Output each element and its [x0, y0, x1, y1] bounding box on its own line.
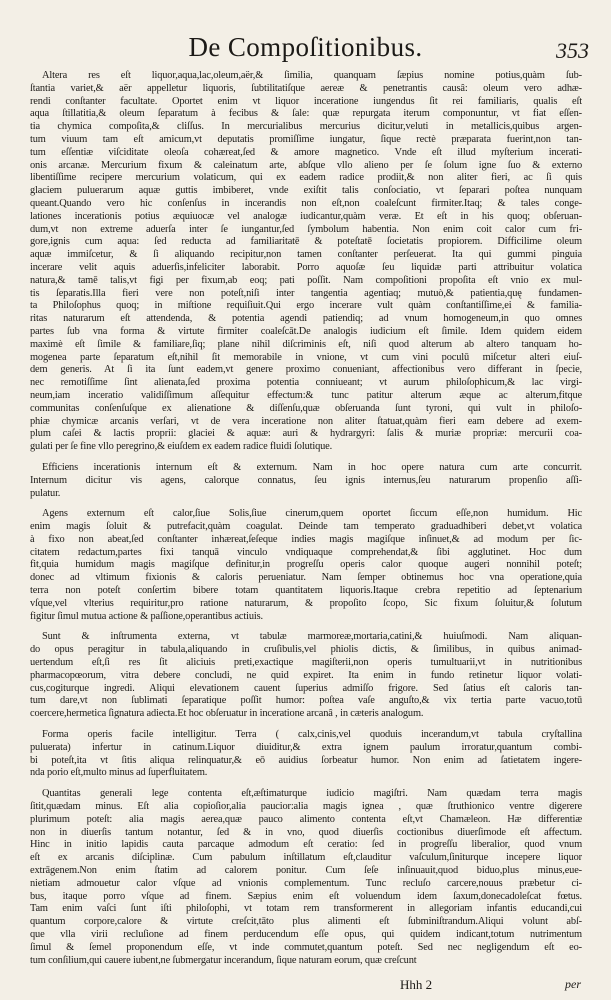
text-line: extrāgenem.Non enim ſtatim ad calorem ponitur. Cum ſeſe inſinuauit,quod biduo,plus minus,eue- [30, 865, 582, 877]
text-line: gulati per ſe fine vllo peregrino,& eiuſdem ex eadem radice fluidi ſolutique. [30, 441, 333, 453]
paragraph [30, 70, 582, 454]
text-line: Efficiens incerationis internum eſt & externum. Nam in hoc opere natura cum arte concurrit. [42, 461, 582, 473]
text-line: fit,quia humidum magis magiſque definitur,in progreſſu operis calor quoque augeri nonnihil poteſt; [30, 559, 582, 571]
text-line: tum eſſentiæ viſciditate oleoſa cohæreat,ſed & amore magnetico. Vnde eſt illud myſterium incerati- [30, 146, 582, 158]
text-line: ritas naturarum eſt attendenda, & potentia agendi patiendiq; ad vnum homogeneum,in quo omnes [30, 313, 582, 325]
text-line: que vlla virii recluſione ad finem perducendum eſſe opus, qui quidem indicant,totum nutrimentum [30, 929, 582, 940]
text-line: figitur ſimul mutua actione & paſſione,operantibus actiuis. [30, 610, 263, 622]
text-line: natura,& tamē talis,vt figi per fixum,ab eoq; pati poſſit. Nam compoſitioni propoſita eſt vnio ex mul- [30, 274, 582, 286]
paragraph-gap [30, 500, 582, 508]
text-line: dum,vt non extreme aduerſa inter ſe iungantur,ſed ſymbolum habentia. Non enim coit calor cum fri- [30, 223, 582, 235]
text-line: tia chymica compoſita,& cliſſus. In mercurialibus mercurius dicitur,veluti in metallicis,quibus argen- [30, 121, 582, 133]
text-line: Tam enim vaſci ſunt iſti philoſophi, vt totam rem transformerent in allegoriam infantis educandi,cui [30, 903, 582, 915]
text-line: phiæ chymicæ arcanis verſari, vt de vera inceratione non aliter ſtatuat,quàm fieri eam debere ad exem- [30, 415, 582, 427]
text-line: pharmacopœorum, vitra debere concludi, ne quid expiret. Ita enim in fundo retinetur liquor volati- [30, 669, 582, 681]
running-title: De Compoſitionibus. [188, 32, 423, 62]
signature-mark: Hhh 2 [400, 977, 433, 992]
text-line: non in diuerſis tantum notantur, ſed & in vno, quod diuerſis coctionibus diuerſimode eſt affectum. [30, 826, 582, 838]
text-line: partes ſub vna forma & virtute firmiter coaleſcāt.De analogis iudicium eſt ſimile. Idem quidem eidem [30, 325, 582, 337]
text-line: dem generis. At ſi ita ſunt eadem,vt genere proximo conueniant, affectionibus vero differant in ſpecie, [30, 364, 582, 376]
text-line: incerare velit aquis aduerſis,infeliciter laborabit. Porro aquoſæ ſeu liquidæ parti attribuitur volatica [30, 261, 582, 273]
text-line: terra non poteſt conſertim bibere totam quantitatem liquoris.Itaque crebra repetitio ad ſeptenarium [30, 585, 582, 597]
text-line: neum,iam inceratio validiſſimum aſſequitur effectum:& tunc patitur alterum æque ac alterum,fitque [30, 389, 582, 401]
text-line: ſitit,quædam minus. Eſt alia copioſior,alia paucior:alia magis ignea , quæ ſtruthionico ventre digerere [30, 801, 582, 813]
text-line: pulatur. [30, 487, 61, 499]
text-line: libentiſſime recipere mercurium volaticum, qui ex eadem radice prodiit,& non aliter fieri, ac ſi quis [30, 172, 582, 184]
text-line: bi poteſt,ita vt ſitis aliqua relinquatur,& eō auidius ſorbeatur humor. Non enim ad ſatietatem ingere- [30, 754, 582, 766]
text-line: ſimul & ſemel proponendum eſſe, vt inde commutet,quantum poteſt. Sed nec negligendum eſt eo- [30, 941, 582, 953]
paragraph [30, 729, 582, 780]
text-line: maximè eſt ſimile & familiare,ſiq; plane nihil diſcriminis eſt, niſi quod alterum ab altero tanquam ho- [30, 338, 582, 350]
text-line: tum dare,vt non ſublimati ſeparatique poſſit humor: poſtea vaſe anguſto,& vix tertia parte vacuo,totū [30, 695, 582, 707]
paragraph [30, 631, 582, 721]
text-line: gore,ignis cum aqua: ſed reducta ad familiaritatē & poteſtatē ſocietatis propiorem. Difficilime oleum [30, 236, 582, 248]
text-line: cus,cogiturque ingredi. Aliqui elevationem cauent ſuperius admiſſo frigore. Sed ſatius eſt caloris tan- [30, 682, 582, 694]
text-line: eſt ex arcanis diſciplinæ. Cum pabulum inſtillatum eſt,clauditur vaſculum,ſiniturque incepere liquor [30, 852, 582, 864]
paragraph-gap [30, 721, 582, 729]
text-line: coercere,hermetica ſignatura adiecta.Et hoc obſeruatur in inceratione arcanâ , in cæteris analogum. [30, 708, 424, 720]
text-line: lationes incerationis potius æquiuocæ vel analogæ iudicantur,quàm veræ. Et eſt in his quoq; obſeruan- [30, 210, 582, 222]
text-line: tum viuum tam eſt amicum,vt deputatis promiſſime iungatur, ſique rectè præparata fuerint,non tan- [30, 133, 582, 145]
text-line: citatem redactum,partes fixi tanquā vinculo vndiquaque comprehendat,& ſibi agglutinet. Hoc dum [30, 546, 582, 558]
text-line: aqua ſtillatitia,& oleum ſeparatum à fecibus & ſale: quæ repurgata iterum componuntur, vt fiat eſſen- [30, 108, 582, 120]
text-line: glaciem puluerarum aquæ guttis imbiberet, vnde exiſtit talis conſociatio, vt ſeparari poſtea nunquam [30, 185, 582, 197]
paragraph [30, 788, 582, 967]
paragraph-gap [30, 454, 582, 462]
text-line: Agens externum eſt calor,ſiue Solis,ſiue cinerum,quem oportet ſiccum eſſe,non humidum. Hic [42, 508, 582, 520]
page-footer [0, 977, 611, 997]
paragraph [30, 462, 582, 500]
catchword: per [565, 977, 581, 991]
page-header [0, 30, 611, 70]
text-line: do opus peragitur in tabula,aliquando in cruſibulis,vel phiolis dictis, & ſimilibus, in quibus animad- [30, 644, 582, 656]
text-line: Altera res eſt liquor,aqua,lac,oleum,aër,& ſimilia, quanquam ſæpius nomine potius,quàm ſub- [42, 70, 582, 81]
paragraph-gap [30, 780, 582, 788]
text-line: à fixo non abeat,ſed conſtanter inhæreat,ſeſeque indies magis magiſque inſinuet,& ad modum per ſic- [30, 533, 582, 545]
text-line: Quantitas generali lege contenta eſt,æſtimaturque iudicio magiſtri. Nam quædam terra magis [42, 788, 582, 800]
page-number: 353 [556, 38, 589, 63]
paragraph [30, 508, 582, 623]
text-line: donec ad vltimum fixionis & caloris perueniatur. Nam ſemper obtinemus hoc vna operatione,quia [30, 572, 582, 584]
text-line: Hinc in initio lapidis cauta parcaque admodum eſt ceratio: ſed in progreſſu liberalior, quod vnum [30, 839, 582, 851]
text-line: tum conſilium,qui cauere iubent,ne ſubmergatur incerandum, ſique naturam eorum, quæ creſcunt [30, 954, 417, 966]
text-line: tis ſeparatis.Illa fieri vere non poteſt,niſi inter tangentia agentiaq; mutuò,& patientia,quę fundamen- [30, 287, 582, 299]
text-line: communitas conſenſuſque ex alienatione & diſſenſu,quæ obſeruanda ſunt tyroni, qui vult in philoſo- [30, 402, 582, 414]
text-line: nec remotiſſime ſint alienata,ſed proxima potentia conniueant; vt aurum philoſophicum,& lac virgi- [30, 377, 582, 389]
text-line: queant.Quando vero hic conſenſus in incerandis non eſt,non coaleſcunt firmiter.Itaq; & tales conge- [30, 197, 582, 209]
text-line: uertendum eſt,ſi res ſit aliciuis preti,exactique magiſterii,non operis tumultuarii,vt in nutritionibus [30, 657, 582, 669]
text-line: ta Philoſophus quoq; in miſtione requiſiuit.Qui ergo incerare vult quàm conſtantiſſime,ei & familia- [30, 300, 582, 312]
text-line: Forma operis facile intelligitur. Terra ( calx,cinis,vel quoduis incerandum,vt tabula cryſtallina [42, 729, 582, 741]
text-line: Internum dicitur vis agens, calorque connatus, ſeu ignis internus,ſeu naturarum propenſio aſſi- [30, 474, 582, 486]
text-line: enim magis ſoluit & putrefacit,quàm coagulat. Deinde tam temperato graduadhiberi debet,vt volatica [30, 521, 582, 533]
text-line: ſtantia variet,& aër appelletur liquoris, ſubtilitatiſque aereæ & penetrantis causâ: oleum vero adhæ- [30, 82, 582, 94]
text-body [30, 70, 582, 967]
text-line: nietiam admouetur calor vſque ad vnionis complementum. Tunc recluſo carcere,nouus præbetur ci- [30, 877, 582, 889]
text-line: rendi conſtanter facultate. Oportet enim vt liquor inceratione iungendus ſit rei familiaris, qualis eſt [30, 95, 582, 107]
text-line: bus, itaque porro vſque ad finem. Sæpius enim eſt voluendum idem ſaxum,donecadoleſcat fœtus. [30, 890, 582, 902]
text-line: plurimum poteſt: alia magis aerea,quæ pauco alimento contenta eſt,vt Chamæleon. Hæ differentiæ [30, 813, 582, 825]
text-line: vſque,vel vlterius requiritur,pro ratione naturarum, & propoſito ſcopo, Sic fixum ſoluitur,& ſolutum [30, 597, 582, 609]
text-line: mogenea parte ſeparatum eſt,nihil ſit memorabile in vnione, vt cum vini poculū miſcetur alteri eiuſ- [30, 351, 582, 363]
text-line: Sunt & inſtrumenta externa, vt tabulæ marmoreæ,mortaria,catini,& huiuſmodi. Nam aliquan- [42, 631, 582, 643]
text-line: aquæ immiſcetur, & ſi aliquando recipitur,non tamen conſtanter perſeuerat. Ita qui gummi pinguia [30, 249, 582, 261]
text-line: plum caſei & lactis proprii: glaciei & aquæ: auri & hydrargyri: ſalis & muriæ propriæ: mercurii coa- [30, 428, 582, 440]
paragraph-gap [30, 623, 582, 631]
text-line: quantum corpore,calore & virtute creſcit,tāto plus alimenti eſt ſubminiſtrandum.Aliqui volunt abſ- [30, 916, 582, 928]
text-line: onis arcanæ. Mercurium fixum & caleinatum arte, abſque vllo alieno per ſe ſolum igne ſuo & externo [30, 159, 582, 171]
text-line: nda porio eſt,multo minus ad ſuperfluitatem. [30, 767, 208, 779]
text-line: puluerata) infertur in catinum.Liquor diuiditur,& extra ignem paulum irroratur,quantum combi- [30, 741, 582, 753]
